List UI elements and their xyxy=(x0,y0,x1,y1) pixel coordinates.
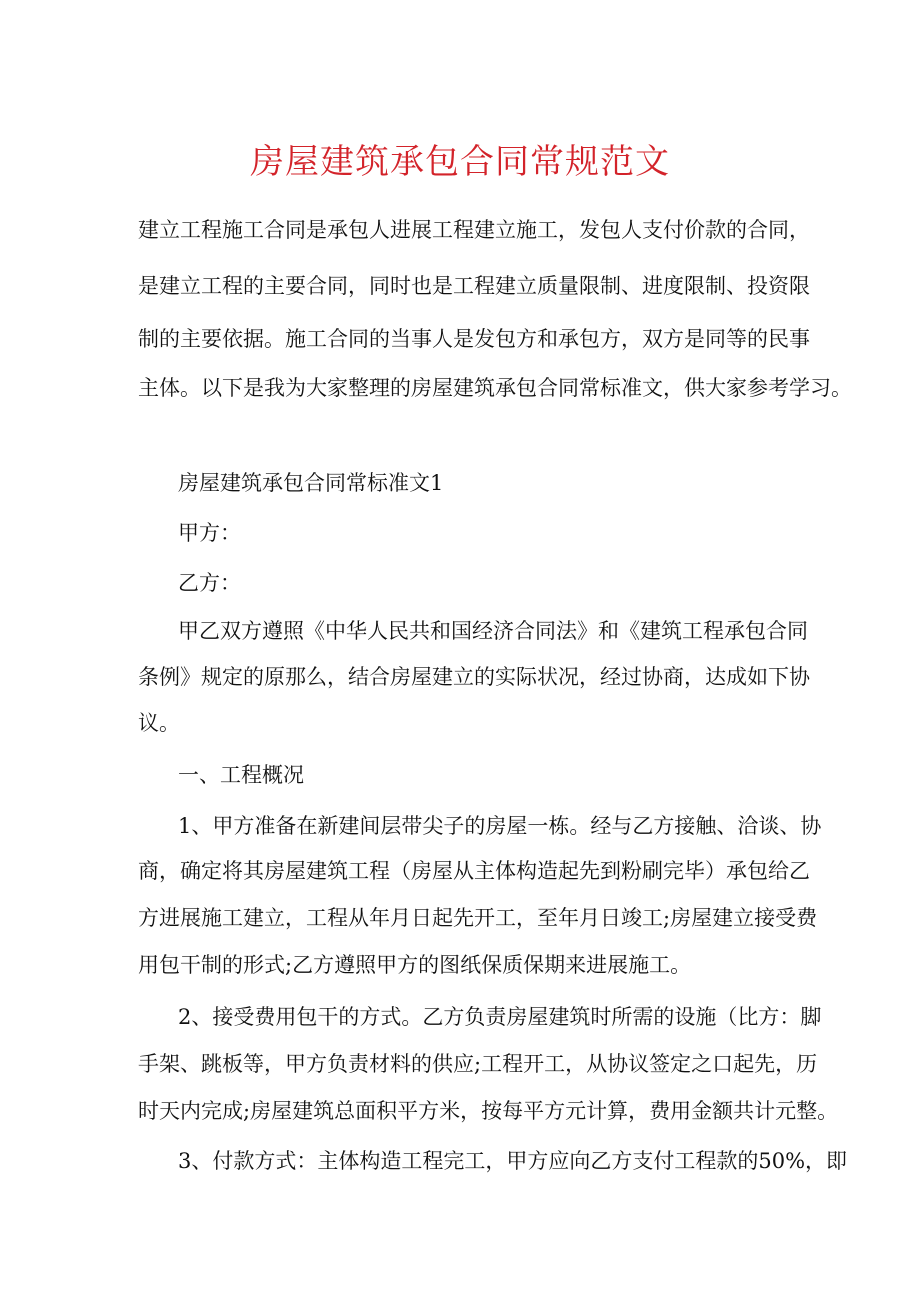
clause2-line-2: 手架、跳板等，甲方负责材料的供应;工程开工，从协议签定之口起先，历 xyxy=(138,1052,818,1076)
party-a-label: 甲方： xyxy=(178,521,241,545)
clause1-line-1: 1、甲方准备在新建间层带尖子的房屋一栋。经与乙方接触、洽谈、协 xyxy=(178,814,822,838)
clause1-line-2: 商，确定将其房屋建筑工程（房屋从主体构造起先到粉刷完毕）承包给乙 xyxy=(138,859,810,883)
intro-line-2: 是建立工程的主要合同，同时也是工程建立质量限制、进度限制、投资限 xyxy=(138,274,810,298)
section-heading: 房屋建筑承包合同常标准文1 xyxy=(178,471,444,495)
clause-heading: 一、工程概况 xyxy=(178,763,304,787)
clause1-line-3: 方进展施工建立，工程从年月日起先开工，至年月日竣工;房屋建立接受费 xyxy=(138,906,818,930)
clause1-line-4: 用包干制的形式;乙方遵照甲方的图纸保质保期来进展施工。 xyxy=(138,953,692,977)
agreement-line-1: 甲乙双方遵照《中华人民共和国经济合同法》和《建筑工程承包合同 xyxy=(178,619,808,643)
clause2-line-1: 2、接受费用包干的方式。乙方负责房屋建筑时所需的设施（比方：脚 xyxy=(178,1005,822,1029)
intro-line-1: 建立工程施工合同是承包人进展工程建立施工，发包人支付价款的合同， xyxy=(138,218,810,242)
party-b-label: 乙方： xyxy=(178,571,241,595)
document-title: 房屋建筑承包合同常规范文 xyxy=(250,142,670,182)
agreement-line-2: 条例》规定的原那么，结合房屋建立的实际状况，经过协商，达成如下协 xyxy=(138,665,810,689)
intro-line-3: 制的主要依据。施工合同的当事人是发包方和承包方，双方是同等的民事 xyxy=(138,327,810,351)
clause2-line-3: 时天内完成;房屋建筑总面积平方米，按每平方元计算，费用金额共计元整。 xyxy=(138,1099,839,1123)
agreement-line-3: 议。 xyxy=(138,711,180,735)
intro-line-4: 主体。以下是我为大家整理的房屋建筑承包合同常标准文，供大家参考学习。 xyxy=(138,376,852,400)
clause3-line-1: 3、付款方式：主体构造工程完工，甲方应向乙方支付工程款的50%，即 xyxy=(178,1149,848,1173)
